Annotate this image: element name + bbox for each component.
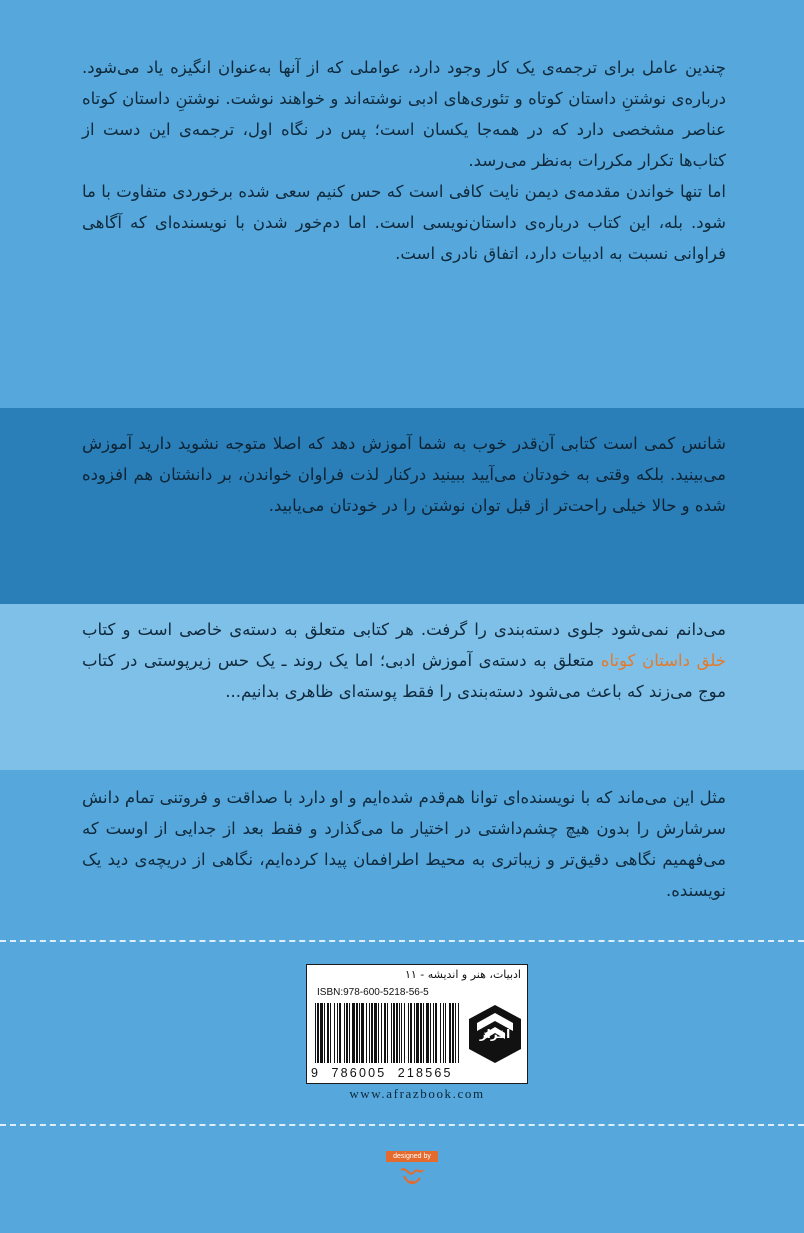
isbn-label: ISBN:978-600-5218-56-5 (317, 987, 429, 998)
divider (0, 940, 804, 942)
designed-by-badge: designed by (386, 1151, 438, 1162)
series-label: ادبیات، هنر و اندیشه - ۱۱ (404, 968, 521, 981)
barcode-digits: 9 786005 218565 (311, 1066, 453, 1080)
quote-3-text-after: متعلق به دسته‌ی آموزش ادبی؛ اما یک روند ـ یک حس زیرپوستی در کتاب موج می‌زند که باعث می‌شود دسته‌بندی را فقط پوسته‌ای ظاهری بدانیم... (82, 651, 726, 701)
publisher-logo-text: افراز (479, 1027, 511, 1041)
quote-paragraph-3 (0, 604, 804, 707)
barcode-icon (313, 1003, 461, 1065)
intro-paragraph-1: چندین عامل برای ترجمه‌ی یک کار وجود دارد، عواملی که از آنها به‌عنوان انگیزه یاد می‌شود. درباره‌ی نوشتنِ داستان کوتاه و تئوری‌های ادبی نوشته‌اند و خواهند نوشت. نوشتنِ داستان کوتاه عناصر مشخصی دارد که در همه‌جا یکسان است؛ پس در نگاه اول، ترجمه‌ی این دست از کتاب‌ها تکرار مکررات به‌نظر می‌رسد. (82, 58, 726, 170)
publisher-website: www.afrazbook.com (349, 1086, 485, 1101)
quote-3-text-before: می‌دانم نمی‌شود جلوی دسته‌بندی را گرفت. هر کتابی متعلق به دسته‌ی خاصی است و کتاب (82, 620, 726, 639)
intro-section (0, 52, 804, 408)
quote-section-3 (0, 604, 804, 770)
intro-paragraph-2: اما تنها خواندن مقدمه‌ی دیمن نایت کافی است که حس کنیم سعی شده برخوردی متفاوت با ما شود. بله، این کتاب درباره‌ی داستان‌نویسی است. اما دم‌خور شدن با نویسنده‌ای که آگاهی فراوانی نسبت به ادبیات دارد، اتفاق نادری است. (82, 182, 726, 263)
quote-section-4 (0, 770, 804, 940)
barcode-box (306, 964, 528, 1084)
quote-paragraph-2: شانس کمی است کتابی آن‌قدر خوب به شما آموزش دهد که اصلا متوجه نشوید دارید آموزش می‌بینید. بلکه وقتی به خودتان می‌آیید ببینید درکنار لذت فراوان خواندن، بر دانشتان هم افزوده شده و حالا خیلی راحت‌تر از قبل توان نوشتن را در خودتان می‌یابید. (82, 434, 726, 515)
designer-signature-icon (398, 1164, 426, 1188)
quote-paragraph-4: مثل این می‌ماند که با نویسنده‌ای توانا هم‌قدم شده‌ایم و او دارد با صداقت و فروتنی تمام دانش سرشارش را بدون هیچ چشم‌داشتی در اختیار ما می‌گذارد و فقط بعد از جدایی از اوست که می‌فهمیم نگاهی دقیق‌تر و زیباتری به محیط اطرافمان پیدا کرده‌ایم، نگاهی از دریچه‌ی دید یک نویسنده. (82, 788, 726, 900)
quote-section-2 (0, 408, 804, 604)
book-title-highlight: خلق داستان کوتاه (600, 651, 726, 670)
divider (0, 1124, 804, 1126)
